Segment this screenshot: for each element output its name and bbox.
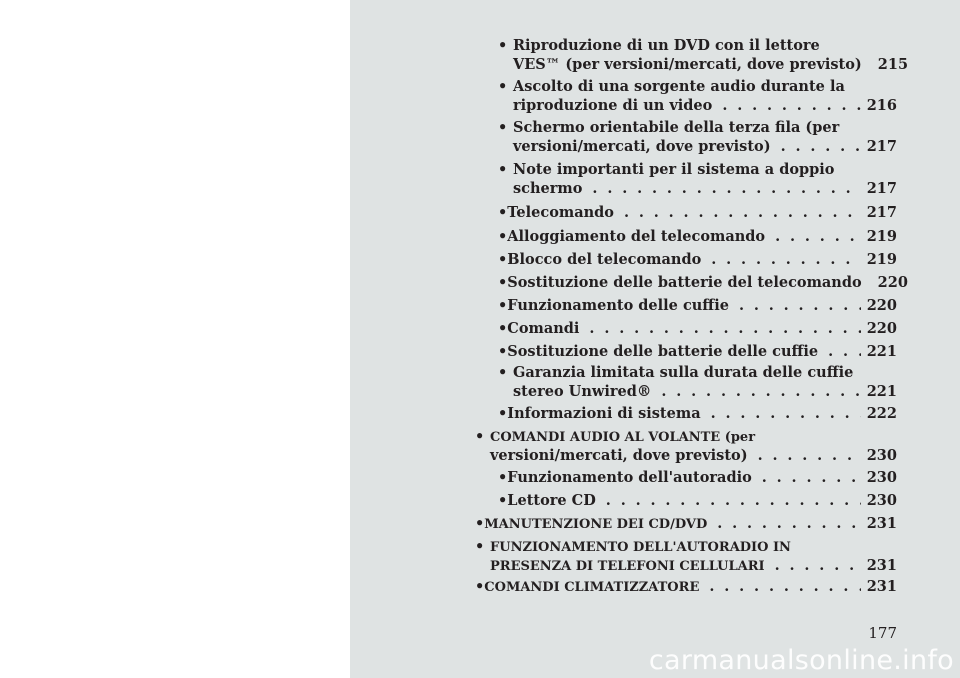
toc-entry[interactable]: • Sostituzione delle batterie del telecomando . . . 220 bbox=[498, 273, 897, 292]
toc-page-number: 230 bbox=[866, 492, 897, 509]
toc-entry[interactable]: • COMANDI AUDIO AL VOLANTE (per versioni/mercati, dove previsto) . . . 230 bbox=[475, 427, 897, 465]
toc-page-number: 220 bbox=[866, 297, 897, 314]
toc-page-number: 222 bbox=[866, 405, 897, 422]
toc-entry[interactable]: • Garanzia limitata sulla durata delle cuffie stereo Unwired® . . . 221 bbox=[498, 363, 897, 401]
toc-page-number: 220 bbox=[866, 320, 897, 337]
toc-entry[interactable]: • Alloggiamento del telecomando . . . 219 bbox=[498, 227, 897, 246]
toc-entry[interactable]: • Ascolto di una sorgente audio durante la riproduzione di un video . . . 216 bbox=[498, 77, 897, 115]
toc-entry[interactable]: • Funzionamento dell'autoradio . . . 230 bbox=[498, 468, 897, 487]
toc-page-number: 231 bbox=[866, 578, 897, 595]
page-number: 177 bbox=[868, 624, 897, 642]
toc-entry[interactable]: • MANUTENZIONE DEI CD/DVD . . . 231 bbox=[475, 514, 897, 533]
toc-entry[interactable]: • Riproduzione di un DVD con il lettore VES™ (per versioni/mercati, dove previsto) . . . 215 bbox=[498, 36, 897, 74]
toc-page-number: 231 bbox=[866, 515, 897, 532]
toc-entry[interactable]: • Note importanti per il sistema a doppio schermo . . . 217 bbox=[498, 160, 897, 198]
toc-page-number: 219 bbox=[866, 228, 897, 245]
toc-page-number: 231 bbox=[866, 557, 897, 574]
toc-entry[interactable]: • Comandi . . . 220 bbox=[498, 319, 897, 338]
toc-page-number: 217 bbox=[866, 180, 897, 197]
toc-page-number: 217 bbox=[866, 204, 897, 221]
toc-page-number: 221 bbox=[866, 343, 897, 360]
toc-entry[interactable]: • Telecomando . . . 217 bbox=[498, 203, 897, 222]
toc-entry[interactable]: • FUNZIONAMENTO DELL'AUTORADIO IN PRESENZA DI TELEFONI CELLULARI . . . 231 bbox=[475, 537, 897, 575]
toc-entry[interactable]: • Informazioni di sistema . . . 222 bbox=[498, 404, 897, 423]
toc-entry[interactable]: • Lettore CD . . . 230 bbox=[498, 491, 897, 510]
toc-entry[interactable]: • Blocco del telecomando . . . 219 bbox=[498, 250, 897, 269]
toc-entry[interactable]: • COMANDI CLIMATIZZATORE . . . 231 bbox=[475, 577, 897, 596]
toc-entry[interactable]: • Schermo orientabile della terza fila (per versioni/mercati, dove previsto) . . . 217 bbox=[498, 118, 897, 156]
toc-page-number: 221 bbox=[866, 383, 897, 400]
toc-page-number: 230 bbox=[866, 469, 897, 486]
watermark: carmanualsonline.info bbox=[648, 645, 954, 676]
manual-page bbox=[350, 0, 960, 678]
toc-page-number: 230 bbox=[866, 447, 897, 464]
toc-page-number: 219 bbox=[866, 251, 897, 268]
toc-entry[interactable]: • Sostituzione delle batterie delle cuffie . . . 221 bbox=[498, 342, 897, 361]
toc-page-number: 220 bbox=[877, 274, 908, 291]
toc-page-number: 216 bbox=[866, 97, 897, 114]
toc-page-number: 215 bbox=[877, 56, 909, 73]
toc-page-number: 217 bbox=[866, 138, 897, 155]
toc-entry[interactable]: • Funzionamento delle cuffie . . . 220 bbox=[498, 296, 897, 315]
